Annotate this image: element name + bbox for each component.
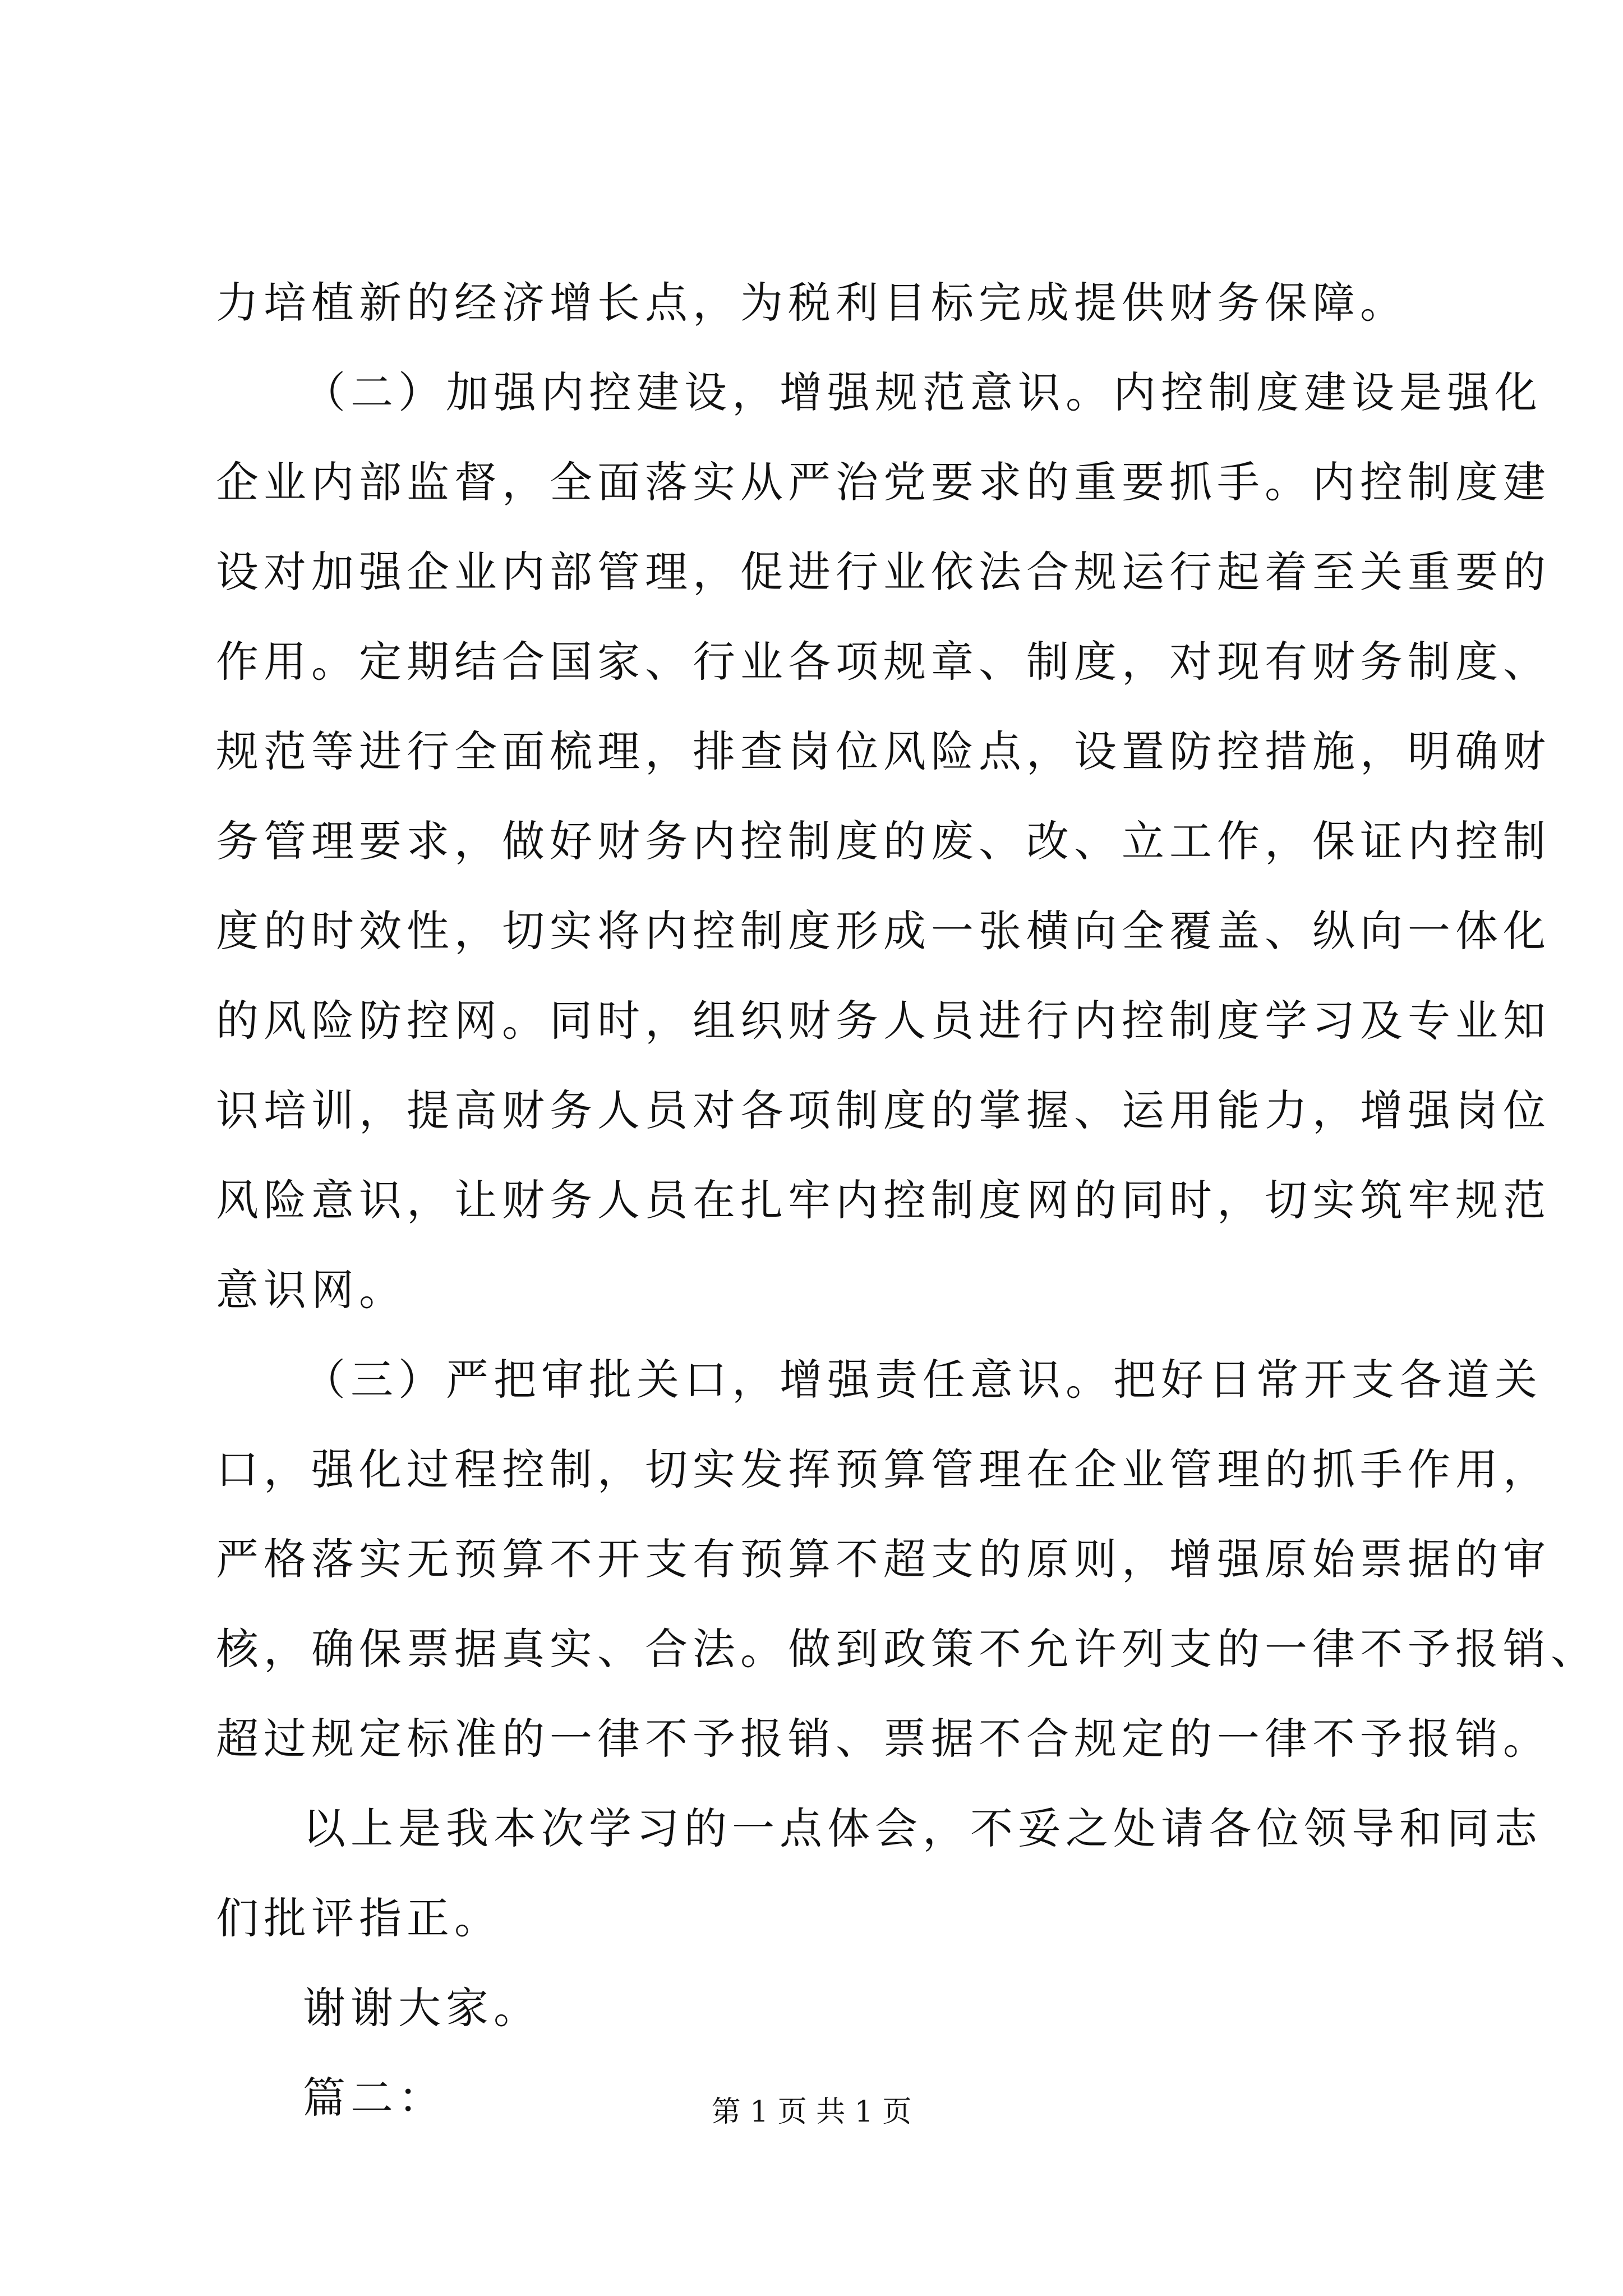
paragraph-line: 篇二： bbox=[303, 2073, 446, 2123]
paragraph-line: 务管理要求，做好财务内控制度的废、改、立工作，保证内控制 bbox=[216, 816, 1551, 866]
paragraph-line: （二）加强内控建设，增强规范意识。内控制度建设是强化 bbox=[303, 367, 1542, 417]
paragraph-line: 规范等进行全面梳理，排查岗位风险点，设置防控措施，明确财 bbox=[216, 726, 1551, 776]
page-footer: 第 1 页 共 1 页 bbox=[711, 2095, 912, 2129]
paragraph-line: 企业内部监督，全面落实从严治党要求的重要抓手。内控制度建 bbox=[216, 457, 1551, 507]
paragraph-line: 核，确保票据真实、合法。做到政策不允许列支的一律不予报销、 bbox=[216, 1624, 1598, 1674]
paragraph-line: 风险意识，让财务人员在扎牢内控制度网的同时，切实筑牢规范 bbox=[216, 1175, 1551, 1225]
paragraph-line: 设对加强企业内部管理，促进行业依法合规运行起着至关重要的 bbox=[216, 547, 1551, 597]
paragraph-line: 的风险防控网。同时，组织财务人员进行内控制度学习及专业知 bbox=[216, 996, 1551, 1046]
paragraph-line: 度的时效性，切实将内控制度形成一张横向全覆盖、纵向一体化 bbox=[216, 906, 1551, 956]
paragraph-line: 意识网。 bbox=[216, 1265, 407, 1315]
paragraph-line: 识培训，提高财务人员对各项制度的掌握、运用能力，增强岗位 bbox=[216, 1085, 1551, 1135]
paragraph-line: 作用。定期结合国家、行业各项规章、制度，对现有财务制度、 bbox=[216, 637, 1551, 687]
paragraph-line: 谢谢大家。 bbox=[303, 1983, 541, 2033]
paragraph-line: 力培植新的经济增长点，为税利目标完成提供财务保障。 bbox=[216, 278, 1408, 328]
paragraph-line: 超过规定标准的一律不予报销、票据不合规定的一律不予报销。 bbox=[216, 1714, 1551, 1764]
paragraph-line: 口，强化过程控制，切实发挥预算管理在企业管理的抓手作用， bbox=[216, 1444, 1551, 1494]
paragraph-line: （三）严把审批关口，增强责任意识。把好日常开支各道关 bbox=[303, 1355, 1542, 1405]
paragraph-line: 严格落实无预算不开支有预算不超支的原则，增强原始票据的审 bbox=[216, 1534, 1551, 1584]
paragraph-line: 以上是我本次学习的一点体会，不妥之处请各位领导和同志 bbox=[303, 1803, 1542, 1853]
paragraph-line: 们批评指正。 bbox=[216, 1893, 502, 1943]
